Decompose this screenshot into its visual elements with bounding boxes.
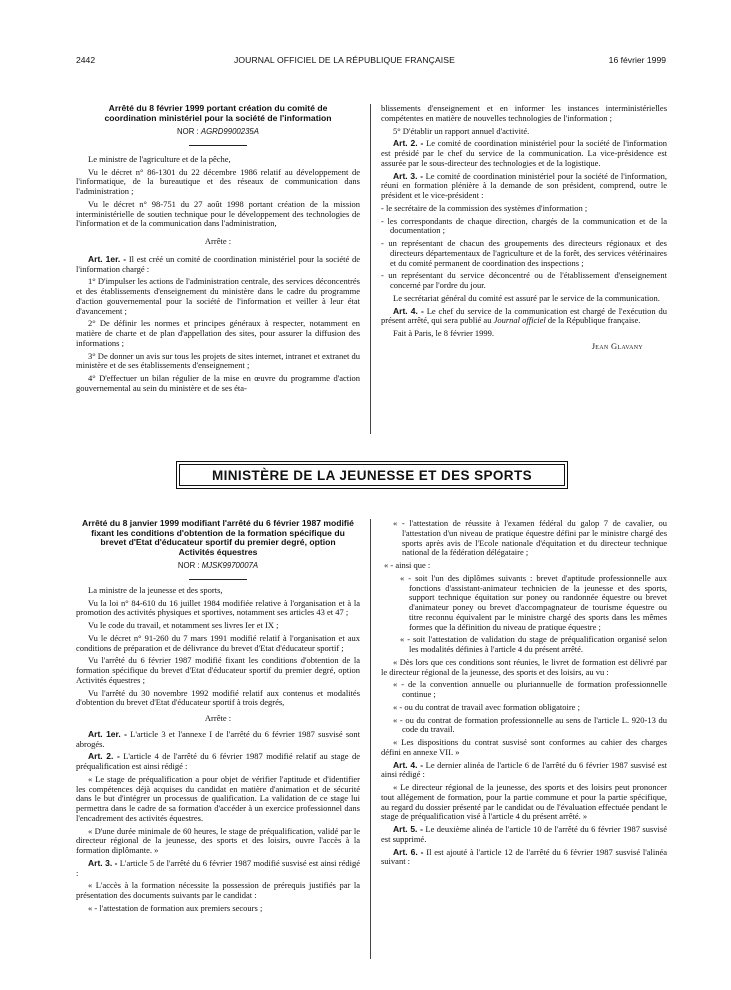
- article-4: Art. 4. - Le chef du service de la communication est chargé de l'exécution du présent arrêté, qui sera publié au Journal officiel de la République française.: [381, 305, 668, 326]
- paragraph: Vu l'arrêté du 30 novembre 1992 modifié relatif aux contenus et modalités d'obtention du brevet d'Etat d'éducateur sportif à trois degrés,: [76, 687, 360, 708]
- issue-date: 16 février 1999: [608, 55, 666, 65]
- paragraph: La ministre de la jeunesse et des sports,: [88, 584, 223, 595]
- decree1-nor: NOR : AGRD9900235A: [177, 127, 259, 136]
- list-item: - un représentant du service déconcentré ou de l'établissement d'enseignement concerné par l'ordre du jour.: [381, 270, 667, 290]
- article-label: Art. 2. -: [393, 138, 424, 149]
- paragraph: « Dès lors que ces conditions sont réunies, le livret de formation est délivré par le directeur régional de la jeunesse, des sports et des loisirs, au vu :: [381, 656, 667, 677]
- article-3: Art. 3. - L'article 5 de l'arrêté du 6 février 1987 modifié susvisé est ainsi rédigé :: [76, 857, 361, 878]
- list-subitem: « - soit l'un des diplômes suivants : brevet d'aptitude professionnelle aux fonctions d'assistant-animateur technicien de la jeunesse et des sports, support technique équitation sur poney ou randonnée équestre ou brevet d'animateur poney ou brevet d'accompagnateur de tourisme équestre ou titre reconnu équivalent par le ministre chargé des sports dans les mêmes formes que la définition du niveau de pratique équestre ;: [400, 572, 667, 632]
- journal-title: JOURNAL OFFICIEL DE LA RÉPUBLIQUE FRANÇAISE: [234, 55, 455, 65]
- quote-paragraph: « Le directeur régional de la jeunesse, des sports et des loisirs peut prononcer tout allégement de formation, pour la partie commune et pour la partie spécifique, au regard du dossier présenté par le candidat ou de l'évaluation effectuée pendant le stage de préqualification visé à l'article 4 du présent arrêté. »: [381, 782, 667, 822]
- paragraph: Fait à Paris, le 8 février 1999.: [393, 328, 495, 338]
- decree1-left-column: [76, 104, 360, 397]
- paragraph: Le secrétariat général du comité est assuré par le service de la communication.: [393, 292, 660, 303]
- list-item: « - de la convention annuelle ou pluriannuelle de formation professionnelle continue ;: [393, 679, 667, 699]
- arrete-heading: Arrête :: [204, 236, 232, 246]
- paragraph: Vu le décret n° 98-751 du 27 août 1998 portant création de la mission interministérielle de soutien technique pour le développement des technologies de l'information et de la communication dans l'administration,: [76, 198, 360, 229]
- list-item: 3° De donner un avis sur tous les projets de sites internet, intranet et extranet du ministère et de ses établissements d'enseignement ;: [76, 350, 360, 371]
- article-label: Art. 5. -: [393, 824, 423, 834]
- article-label: Art. 4. -: [393, 305, 424, 316]
- article-5: Art. 5. - Le deuxième alinéa de l'article 10 de l'arrêté du 6 février 1987 susvisé est supprimé.: [381, 824, 667, 844]
- paragraph: Vu l'arrêté du 6 février 1987 modifié fixant les conditions d'obtention de la formation spécifique du brevet d'Etat d'éducateur sportif du premier degré, option Activités équestres ;: [76, 655, 360, 685]
- list-item: - les correspondants de chaque direction, chargés de la communication et de la documentation ;: [381, 215, 667, 236]
- paragraph: Vu le décret n° 86-1301 du 22 décembre 1986 relatif au développement de l'informatique, de la bureautique et des réseaux de communication dans l'administration ;: [76, 166, 360, 196]
- list-item: « - l'attestation de formation aux premiers secours ;: [88, 902, 263, 913]
- separator-line: [189, 145, 247, 146]
- decree2-left-column: [76, 519, 360, 917]
- article-3: Art. 3. - Le comité de coordination ministériel pour la société de l'information, réuni en formation plénière à la demande de son président, comprend, outre le président et le vice-président :: [381, 170, 668, 200]
- nor-code: MJSK9970007A: [201, 561, 259, 570]
- list-subitem: « - soit l'attestation de validation du stage de préqualification organisé selon les modalités définies à l'article 4 du présent arrêté.: [400, 634, 667, 654]
- list-item: 5° D'établir un rapport annuel d'activité.: [393, 125, 530, 136]
- article-1: Art. 1er. - Il est créé un comité de coordination ministériel pour la société de l'information chargé :: [76, 253, 361, 274]
- article-label: Art. 2. -: [88, 751, 120, 762]
- list-item: 1° D'impulser les actions de l'administration centrale, des services déconcentrés et des établissements d'enseignement du ministère dans le cadre du programme d'action gouvernemental pour la société de l'information et veiller à leur état d'avancement ;: [76, 276, 360, 316]
- article-label: Art. 6. -: [393, 846, 424, 857]
- article-label: Art. 1er. -: [88, 728, 127, 739]
- signature: Jean Glavany: [591, 340, 643, 351]
- quote-paragraph: « D'une durée minimale de 60 heures, le stage de préqualification, validé par le directeur régional de la jeunesse, des sports et des loisirs, ouvre l'accès à la formation diplômante. »: [76, 825, 360, 855]
- list-item: 2° De définir les normes et principes généraux à respecter, notamment en matière de charte et de plan d'appellation des sites, pour assurer la diffusion des informations ;: [76, 318, 360, 348]
- paragraph: Le ministre de l'agriculture et de la pêche,: [88, 153, 231, 164]
- quote-paragraph: « L'accès à la formation nécessite la possession de prérequis justifiés par la présentation des documents suivants par le candidat :: [76, 880, 360, 900]
- ministry-banner: [176, 461, 568, 489]
- list-item: - le secrétaire de la commission des systèmes d'information ;: [381, 202, 588, 213]
- article-1: Art. 1er. - L'article 3 et l'annexe I de l'arrêté du 6 février 1987 susvisé sont abrogés.: [76, 728, 361, 749]
- decree1-title: Arrêté du 8 février 1999 portant création du comité de coordination ministériel pour la société de l'information: [104, 103, 332, 123]
- decree2-right-column: [381, 519, 667, 870]
- list-item: « - ainsi que :: [384, 560, 431, 570]
- ministry-title: MINISTÈRE DE LA JEUNESSE ET DES SPORTS: [179, 464, 565, 486]
- article-2: Art. 2. - L'article 4 de l'arrêté du 6 février 1987 modifié relatif au stage de préqualification est ainsi rédigé :: [76, 751, 360, 771]
- decree2-nor: NOR : MJSK9970007A: [177, 561, 259, 570]
- list-item: « - ou du contrat de formation professionnelle au sens de l'article L. 920-13 du code du travail.: [393, 714, 667, 735]
- list-item: « - l'attestation de réussite à l'examen fédéral du galop 7 de cavalier, ou l'attestation d'un niveau de pratique équestre défini par le ministre chargé des sports après avis de l'Ecole nationale d'équitation et du directeur technique national de la fédération délégataire ;: [393, 518, 667, 558]
- list-item: 4° D'effectuer un bilan régulier de la mise en œuvre du programme d'action gouvernemental au sein du ministère et de ses éta-: [76, 373, 360, 393]
- column-divider: [370, 519, 371, 959]
- column-divider: [370, 104, 371, 434]
- article-label: Art. 1er. -: [88, 253, 127, 264]
- article-label: Art. 3. -: [393, 170, 424, 181]
- paragraph: Vu le code du travail, et notamment ses livres Ier et IX ;: [88, 620, 279, 630]
- article-label: Art. 3. -: [88, 857, 118, 868]
- list-item: - un représentant de chacun des groupements des directeurs régionaux et des directeurs départementaux de l'agriculture et de la forêt, des services vétérinaires et du comité permanent de coordination des inspections ;: [381, 238, 667, 268]
- arrete-heading: Arrête :: [204, 713, 232, 723]
- article-4: Art. 4. - Le dernier alinéa de l'article 6 de l'arrêté du 6 février 1987 susvisé est ainsi rédigé :: [381, 759, 668, 780]
- paragraph: Vu le décret n° 91-260 du 7 mars 1991 modifié relatif à l'organisation et aux conditions de préparation et de délivrance du brevet d'Etat d'éducateur sportif ;: [76, 632, 360, 653]
- separator-line: [189, 579, 247, 580]
- nor-code: AGRD9900235A: [200, 127, 259, 136]
- article-2: Art. 2. - Le comité de coordination ministériel pour la société de l'information est présidé par le chef du service de la communication. La vice-présidence est assurée par le sous-directeur des technologies et de la logistique.: [381, 138, 668, 168]
- paragraph: blissements d'enseignement et en informer les instances interministérielles compétentes en matière de nouvelles technologies de l'information ;: [381, 103, 667, 123]
- paragraph: Vu la loi n° 84-610 du 16 juillet 1984 modifiée relative à l'organisation et à la promotion des activités physiques et sportives, notamment ses articles 43 et 47 ;: [76, 597, 360, 618]
- article-label: Art. 4. -: [393, 759, 424, 770]
- list-item: « - ou du contrat de travail avec formation obligatoire ;: [393, 701, 580, 712]
- decree1-right-column: [381, 104, 667, 355]
- quote-paragraph: « Le stage de préqualification a pour objet de vérifier l'aptitude et d'identifier les compétences déjà acquises du candidat en matière d'animation et de sécurité dans le but d'intégrer un processus de qualification. La validation de ce stage lui permettra dans le cadre de sa formation d'accéder à un exercice professionnel dans l'encadrement des activités équestres.: [76, 773, 360, 823]
- decree2-title: Arrêté du 8 janvier 1999 modifiant l'arrêté du 6 février 1987 modifié fixant les conditions d'obtention de la formation spécifique du brevet d'Etat d'éducateur sportif du premier degré, option Activités équestres: [82, 518, 354, 557]
- paragraph: « Les dispositions du contrat susvisé sont conformes au cahier des charges défini en annexe VII. »: [381, 737, 667, 757]
- article-6: Art. 6. - Il est ajouté à l'article 12 de l'arrêté du 6 février 1987 susvisé l'alinéa suivant :: [381, 846, 668, 867]
- page-number: 2442: [76, 55, 96, 65]
